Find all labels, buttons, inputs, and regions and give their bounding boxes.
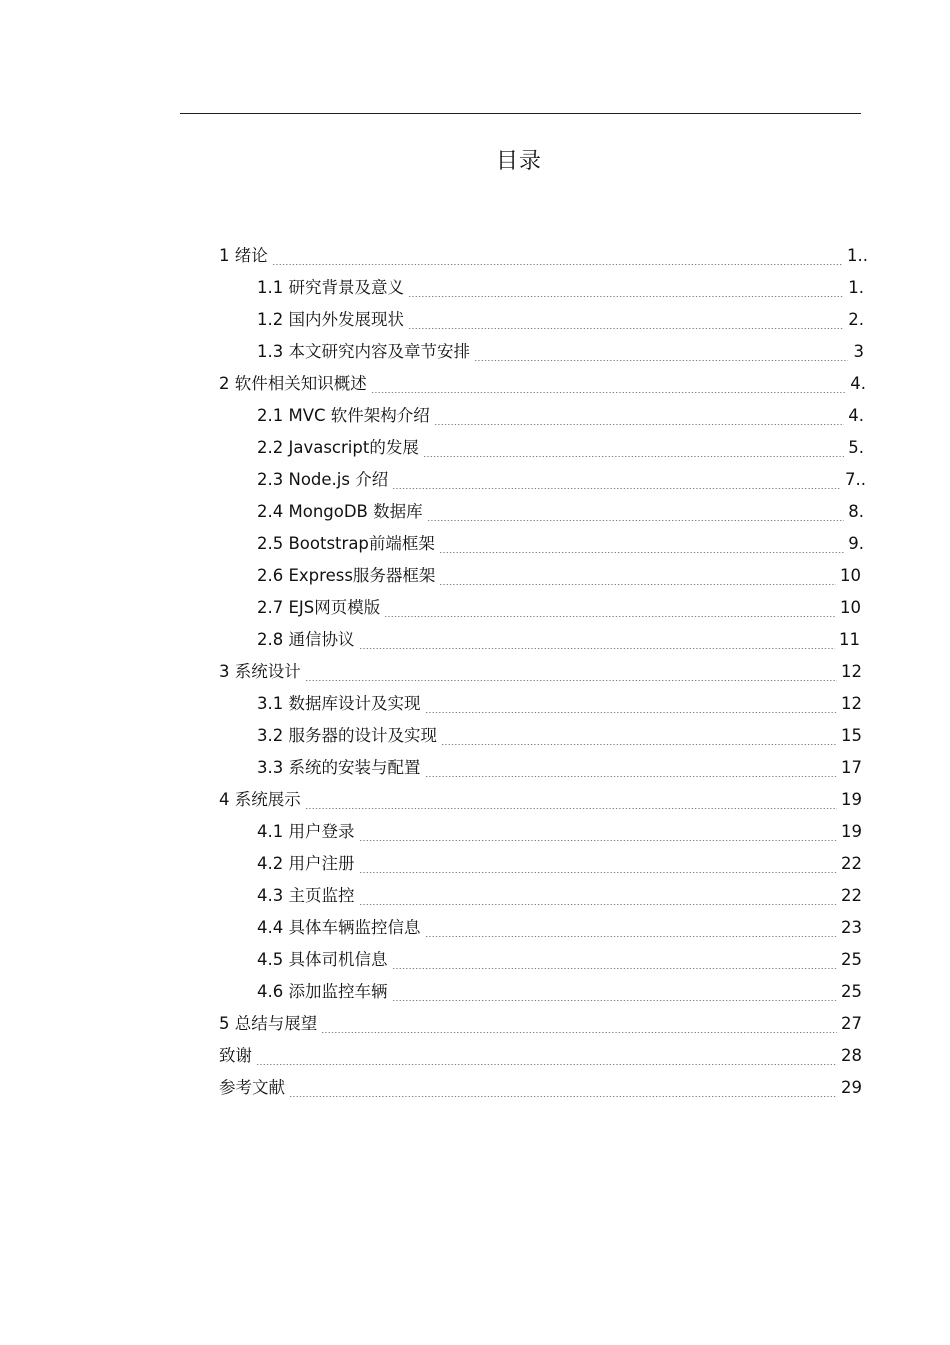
toc-entry-page: 11: [839, 630, 860, 649]
toc-entry-label: 2.5 Bootstrap前端框架: [257, 534, 435, 553]
toc-leader-dots: [439, 584, 836, 585]
toc-leader-dots: [408, 296, 844, 297]
toc-entry-page: 2.: [848, 310, 864, 329]
toc-entry-label: 2.7 EJS网页模版: [257, 598, 381, 617]
toc-entry-page: 25: [841, 950, 862, 969]
toc-entry-page: 8.: [848, 502, 864, 521]
header-rule: [180, 113, 861, 114]
toc-entry-page: 23: [841, 918, 862, 937]
toc-entry-page: 5.: [848, 438, 864, 457]
toc-leader-dots: [321, 1032, 837, 1033]
toc-entry: [257, 528, 864, 560]
toc-entry: [257, 432, 864, 464]
toc-leader-dots: [434, 424, 844, 425]
toc-entry-label: 3.2 服务器的设计及实现: [257, 726, 437, 745]
toc-leader-dots: [359, 904, 838, 905]
toc-title: 目录: [495, 149, 542, 174]
toc-leader-dots: [441, 744, 837, 745]
toc-entry: [257, 592, 861, 624]
toc-entry-page: 3: [853, 342, 864, 361]
toc-entry-page: 9.: [848, 534, 864, 553]
toc-entry-label: 4.5 具体司机信息: [257, 950, 388, 969]
toc-entry: [219, 1072, 862, 1104]
toc-entry-label: 4.6 添加监控车辆: [257, 982, 388, 1001]
toc-entry: [257, 880, 862, 912]
toc-entry: [219, 1040, 862, 1072]
toc-entry-label: 2.8 通信协议: [257, 630, 355, 649]
toc-entry: [257, 400, 864, 432]
toc-entry-label: 1 绪论: [219, 246, 268, 265]
toc-entry-page: 17: [841, 758, 862, 777]
toc-leader-dots: [359, 840, 838, 841]
toc-entry-page: 1.: [848, 278, 864, 297]
toc-entry-page: 1..: [847, 246, 868, 265]
toc-leader-dots: [359, 872, 838, 873]
toc-leader-dots: [256, 1064, 837, 1065]
toc-entry: [219, 240, 868, 272]
toc-entry: [257, 976, 862, 1008]
toc-entry-page: 10: [840, 598, 861, 617]
toc-leader-dots: [427, 520, 845, 521]
toc-leader-dots: [272, 264, 843, 265]
toc-leader-dots: [392, 1000, 838, 1001]
toc-entry-label: 3 系统设计: [219, 662, 301, 681]
toc-entry-label: 1.1 研究背景及意义: [257, 278, 404, 297]
toc-entry: [257, 944, 862, 976]
toc-leader-dots: [425, 712, 838, 713]
toc-leader-dots: [425, 776, 838, 777]
toc-entry-label: 4.1 用户登录: [257, 822, 355, 841]
toc-entry-page: 25: [841, 982, 862, 1001]
toc-entry: [219, 1008, 862, 1040]
toc-entry-label: 3.1 数据库设计及实现: [257, 694, 421, 713]
toc-entry-label: 3.3 系统的安装与配置: [257, 758, 421, 777]
toc-entry-label: 4 系统展示: [219, 790, 301, 809]
toc-entry: [257, 336, 864, 368]
toc-entry-label: 2.2 Javascript的发展: [257, 438, 419, 457]
toc-entry: [219, 368, 866, 400]
toc-entry: [219, 784, 862, 816]
toc-entry-label: 2.3 Node.js 介绍: [257, 470, 389, 489]
toc-entry: [257, 816, 862, 848]
toc-leader-dots: [371, 392, 847, 393]
toc-entry-page: 15: [841, 726, 862, 745]
toc-entry-page: 22: [841, 886, 862, 905]
toc-entry-page: 19: [841, 790, 862, 809]
toc-leader-dots: [359, 648, 836, 649]
toc-entry-page: 10: [840, 566, 861, 585]
toc-leader-dots: [392, 488, 841, 489]
toc-leader-dots: [305, 808, 837, 809]
toc-leader-dots: [425, 936, 838, 937]
toc-entry-label: 参考文献: [219, 1078, 285, 1097]
toc-entry-label: 2.1 MVC 软件架构介绍: [257, 406, 430, 425]
toc-entry-page: 28: [841, 1046, 862, 1065]
toc-entry: [257, 560, 861, 592]
toc-entry: [257, 464, 866, 496]
toc-entry-label: 致谢: [219, 1046, 252, 1065]
toc-leader-dots: [474, 360, 848, 361]
toc-entry: [257, 688, 862, 720]
toc-entry-label: 1.2 国内外发展现状: [257, 310, 404, 329]
toc-entry-label: 2.6 Express服务器框架: [257, 566, 436, 585]
toc-entry-page: 12: [841, 694, 862, 713]
toc-leader-dots: [392, 968, 838, 969]
toc-leader-dots: [289, 1096, 837, 1097]
toc-leader-dots: [439, 552, 844, 553]
toc-entry-label: 5 总结与展望: [219, 1014, 318, 1033]
toc-entry: [219, 656, 862, 688]
toc-entry-label: 2 软件相关知识概述: [219, 374, 367, 393]
toc-entry-page: 22: [841, 854, 862, 873]
toc-entry-label: 1.3 本文研究内容及章节安排: [257, 342, 470, 361]
toc-entry-page: 29: [841, 1078, 862, 1097]
toc-entry-label: 2.4 MongoDB 数据库: [257, 502, 423, 521]
toc-entry-label: 4.3 主页监控: [257, 886, 355, 905]
toc-entry: [257, 912, 862, 944]
toc-entry-page: 12: [841, 662, 862, 681]
toc-entry: [257, 752, 862, 784]
toc-entry: [257, 304, 864, 336]
toc-entry-page: 4.: [850, 374, 866, 393]
toc-entry-page: 19: [841, 822, 862, 841]
toc-leader-dots: [423, 456, 844, 457]
toc-entry: [257, 496, 864, 528]
toc-entry: [257, 720, 862, 752]
toc-entry: [257, 272, 864, 304]
toc-entry-label: 4.4 具体车辆监控信息: [257, 918, 421, 937]
toc-leader-dots: [305, 680, 837, 681]
toc-entry: [257, 624, 860, 656]
toc-entry-page: 27: [841, 1014, 862, 1033]
toc-entry: [257, 848, 862, 880]
toc-entry-page: 7..: [845, 470, 866, 489]
toc-leader-dots: [408, 328, 844, 329]
toc-entry-label: 4.2 用户注册: [257, 854, 355, 873]
toc-leader-dots: [384, 616, 836, 617]
toc-entry-page: 4.: [848, 406, 864, 425]
